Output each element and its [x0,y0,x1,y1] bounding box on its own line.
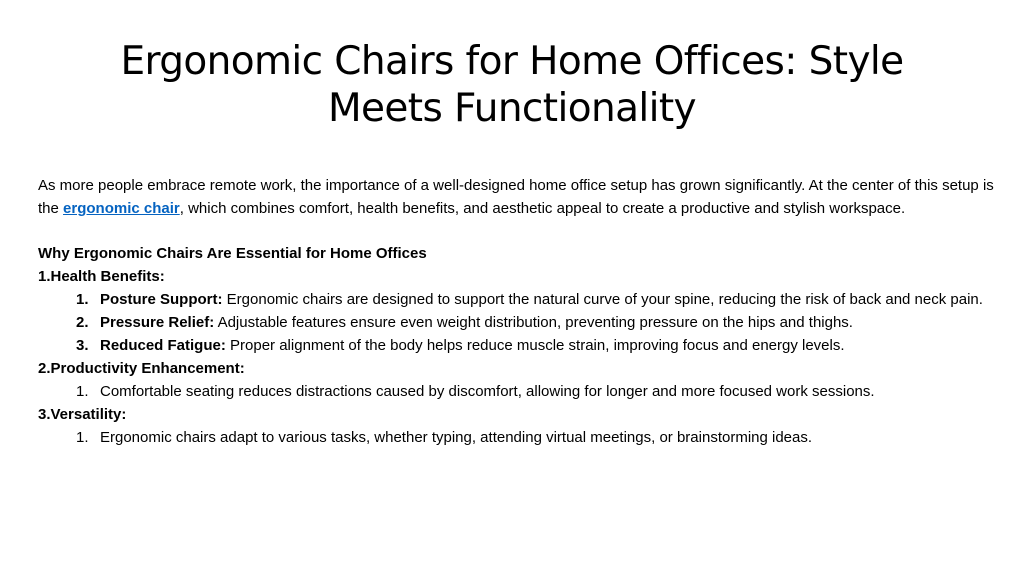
item-title: Posture Support: [100,291,223,308]
intro-paragraph [38,174,994,220]
list-number: 1. [76,383,89,400]
item-title: Pressure Relief: [100,314,215,331]
list-item [38,426,994,449]
item-text: Ergonomic chairs are designed to support the natural curve of your spine, reducing the risk of back and neck pain. [222,291,983,308]
section-productivity-enhancement: 2.Productivity Enhancement: [38,360,245,377]
list-item [38,380,994,403]
slide-title: Ergonomic Chairs for Home Offices: Style Meets Functionality [120,39,904,131]
list-number: 2. [76,314,89,331]
intro-text-after: , which combines comfort, health benefits, and aesthetic appeal to create a productive and stylish workspace. [179,200,906,217]
list-item [38,334,994,357]
slide-body [38,174,994,449]
section-heading: Why Ergonomic Chairs Are Essential for Home Offices [38,245,427,262]
list-item [38,311,994,334]
item-text: Adjustable features ensure even weight distribution, preventing pressure on the hips and thighs. [214,314,853,331]
list-number: 1. [76,429,89,446]
item-text: Comfortable seating reduces distractions caused by discomfort, allowing for longer and more focused work sessions. [100,383,875,400]
intro-text-before: As more people embrace remote work, the importance of a well-designed home office setup has grown significantly. At the center of this setup is the [38,177,994,217]
item-text: Ergonomic chairs adapt to various tasks, whether typing, attending virtual meetings, or brainstorming ideas. [100,429,813,446]
ergonomic-chair-link[interactable]: ergonomic chair [63,200,180,217]
list-number: 1. [76,291,89,308]
item-text: Proper alignment of the body helps reduce muscle strain, improving focus and energy levels. [225,337,845,354]
section-versatility: 3.Versatility: [38,406,127,423]
section-health-benefits: 1.Health Benefits: [38,268,165,285]
list-number: 3. [76,337,89,354]
item-title: Reduced Fatigue: [100,337,226,354]
list-item [38,288,994,311]
